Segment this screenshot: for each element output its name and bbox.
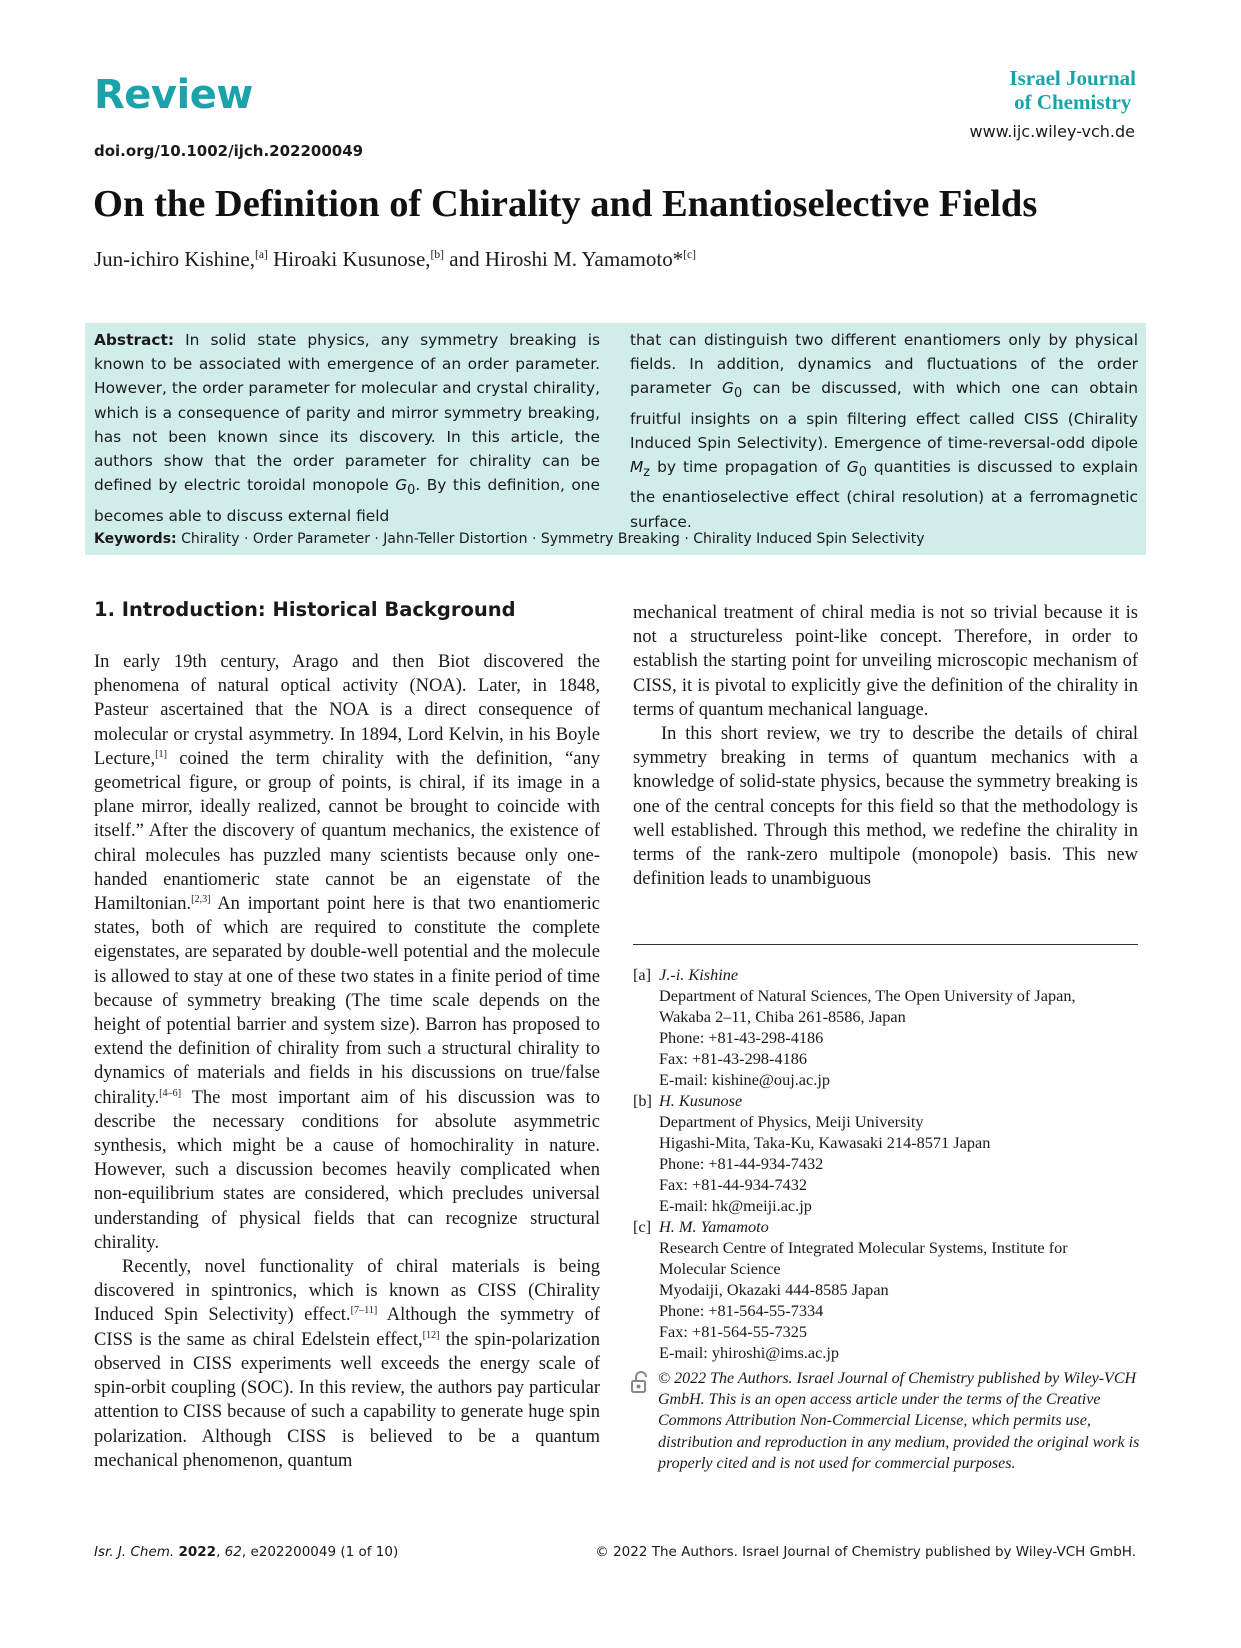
affiliation-author: H. M. Yamamoto [659, 1217, 769, 1236]
abstract-text: In solid state physics, any symmetry breaking is known to be associated with emergence of an order parameter. However, the order parameter for molecular and crystal chirality, which is a consequence of parity and mirror symmetry breaking, has not been known since its discovery. In this article, the authors show that the order parameter for chirality can be defined by electric toroidal monopole [94, 331, 600, 495]
abstract-right-column [630, 328, 1138, 534]
paragraph: In this short review, we try to describe the details of chiral symmetry breaking in terms of quantum mechanics with a knowledge of solid-state physics, because the symmetry breaking is one of the central concepts for this field so that the methodology is well established. Through this method, we redefine the chirality in terms of the rank-zero multipole (monopole) basis. This new definition leads to unambiguous [633, 724, 1138, 890]
affiliation-entry [633, 1216, 1143, 1363]
affiliation-line: Molecular Science [659, 1259, 781, 1278]
affiliation-line: Department of Physics, Meiji University [659, 1112, 924, 1131]
reference-link[interactable]: [1] [155, 748, 167, 760]
footer-citation: Isr. J. Chem. 2022, 62, e202200049 (1 of 10) [94, 1544, 399, 1560]
body-text: An important point here is that two enantiomeric states, both of which are required to constitute the complete eigenstates, are separated by double-well potential and the molecule is allowed to stay at one of these two states in a finite period of time because of symmetry breaking (The time scale depends on the height of potential barrier and system size). Barron has proposed to extend the definition of chirality from such a structural chirality to dynamics of materials and fields in his discussions on true/false chirality. [94, 894, 600, 1108]
body-text: the spin-polarization observed in CISS experiments well exceeds the energy scale of spin-orbit coupling (SOC). In this review, the authors pay particular attention to CISS because of such a capability to generate huge spin polarization. Although CISS is believed to be a quantum mechanical phenomenon, quantum [94, 1329, 600, 1471]
affiliation-line: Fax: +81-43-298-4186 [659, 1049, 808, 1068]
affiliations [633, 964, 1143, 1363]
affiliation-email[interactable]: E-mail: hk@meiji.ac.jp [659, 1196, 812, 1215]
body-text: coined the term chirality with the definition, “any geometrical figure, or group of points, is chiral, if its image in a plane mirror, ideally realized, cannot be brought to coincide with itself.” After the discovery of quantum mechanics, the existence of chiral molecules has puzzled many scientists because only one-handed enantiomeric state cannot be an eigenstate of the Hamiltonian. [94, 748, 600, 915]
journal-name-line2: of Chemistry [1014, 90, 1132, 114]
body-text: In early 19th century, Arago and then Biot discovered the phenomena of natural optical activity (NOA). Later, in 1848, Pasteur ascertained that the NOA is a direct consequence of molecular or crystal asymmetry. In 1894, Lord Kelvin, in his Boyle Lecture, [94, 652, 600, 769]
reference-link[interactable]: [4–6] [159, 1087, 182, 1099]
affiliation-line: Phone: +81-564-55-7334 [659, 1301, 824, 1320]
symbol-g: G [722, 379, 734, 398]
symbol-sub: z [643, 465, 651, 481]
affiliation-author: H. Kusunose [659, 1091, 743, 1110]
reference-link[interactable]: [7–11] [350, 1305, 378, 1317]
keywords-list: Chirality · Order Parameter · Jahn-Teller Distortion · Symmetry Breaking · Chirality Induced Spin Selectivity [181, 531, 925, 547]
author-name: Hiroaki Kusunose, [273, 247, 431, 271]
affiliation-entry [633, 964, 1143, 1090]
footer-article-id: , e202200049 (1 of 10) [241, 1544, 399, 1560]
author-name: and Hiroshi M. Yamamoto* [449, 247, 684, 271]
body-right-column [633, 601, 1138, 891]
abstract-text: quantities is discussed to explain the enantioselective effect (chiral resolution) at a ferromagnetic surface. [630, 458, 1138, 531]
affiliation-line: Myodaiji, Okazaki 444-8585 Japan [659, 1280, 889, 1299]
symbol-sub: 0 [407, 483, 416, 499]
abstract-label: Abstract: [94, 331, 175, 349]
affiliation-line: Department of Natural Sciences, The Open University of Japan, [659, 986, 1076, 1005]
keywords-label: Keywords: [94, 531, 177, 547]
affiliation-mark[interactable]: [c] [683, 249, 697, 261]
affiliation-email[interactable]: E-mail: yhiroshi@ims.ac.jp [659, 1343, 840, 1362]
abstract-box [85, 323, 1146, 555]
footer-journal-abbr: Isr. J. Chem. [94, 1544, 175, 1560]
abstract-text: can be discussed, with which one can obtain fruitful insights on a spin filtering effect called CISS (Chirality Induced Spin Selectivity). Emergence of time-reversal-odd dipole [630, 379, 1138, 452]
affiliation-tag: [c] [633, 1217, 652, 1236]
footer-year: 2022 [178, 1544, 217, 1560]
author-name: Jun-ichiro Kishine, [94, 247, 255, 271]
body-text: Recently, novel functionality of chiral materials is being discovered in spintronics, which is known as CISS (Chirality Induced Spin Selectivity) effect. [94, 1257, 600, 1326]
affiliation-line: Wakaba 2–11, Chiba 261-8586, Japan [659, 1007, 906, 1026]
journal-logo [1009, 66, 1136, 114]
symbol-m: M [630, 458, 644, 477]
license-text: © 2022 The Authors. Israel Journal of Chemistry published by Wiley-VCH GmbH. This is an open access article under the terms of the Creative Commons Attribution Non-Commercial License, which permits use, distribution and reproduction in any medium, provided the original work is properly cited and is not used for commercial purposes. [658, 1370, 1140, 1472]
article-title: On the Definition of Chirality and Enantioselective Fields [93, 183, 1038, 225]
affiliation-mark[interactable]: [b] [430, 249, 445, 261]
abstract-left-column [94, 328, 600, 528]
body-left-column [94, 650, 600, 1473]
paragraph [94, 650, 600, 1255]
abstract-text: by time propagation of [657, 458, 840, 477]
author-list [94, 247, 696, 272]
open-access-lock-icon [631, 1371, 649, 1393]
abstract-text: . By this definition, one becomes able to discuss external field [94, 476, 600, 525]
symbol-sub: 0 [733, 386, 743, 402]
paragraph: mechanical treatment of chiral media is not so trivial because it is not a structureless point-like concept. Therefore, in order to establish the starting point for unveiling microscopic mechanism of CISS, it is pivotal to explicitly give the definition of the chirality in terms of quantum mechanical language. [633, 603, 1138, 720]
affiliation-line: Fax: +81-44-934-7432 [659, 1175, 808, 1194]
abstract-text: that can distinguish two different enantiomers only by physical fields. In addition, dynamics and fluctuations of the order parameter [630, 331, 1138, 398]
footer-volume: 62 [224, 1544, 242, 1560]
footnote-divider [633, 944, 1138, 945]
affiliation-tag: [b] [633, 1091, 652, 1110]
section-heading: 1. Introduction: Historical Background [94, 598, 516, 621]
journal-website-link[interactable]: www.ijc.wiley-vch.de [969, 122, 1135, 141]
body-text: Although the symmetry of CISS is the same as chiral Edelstein effect, [94, 1305, 600, 1350]
paragraph [94, 1255, 600, 1473]
symbol-sub: 0 [858, 465, 867, 481]
affiliation-line: Research Centre of Integrated Molecular Systems, Institute for [659, 1238, 1068, 1257]
keywords [94, 531, 925, 547]
affiliation-line: Higashi-Mita, Taka-Ku, Kawasaki 214-8571 Japan [659, 1133, 991, 1152]
body-text: The most important aim of his discussion was to describe the necessary conditions for absolute asymmetric synthesis, which might be a cause of homochirality in nature. However, such a discussion becomes heavily complicated when non-equilibrium states are considered, which precludes universal understanding of physical fields that can recognize structural chirality. [94, 1087, 600, 1253]
symbol-g: G [395, 476, 408, 495]
doi-link[interactable]: doi.org/10.1002/ijch.202200049 [94, 142, 364, 160]
affiliation-entry [633, 1090, 1143, 1216]
footer-copyright: © 2022 The Authors. Israel Journal of Chemistry published by Wiley-VCH GmbH. [595, 1544, 1136, 1560]
affiliation-line: Phone: +81-44-934-7432 [659, 1154, 824, 1173]
affiliation-line: Phone: +81-43-298-4186 [659, 1028, 824, 1047]
section-label: Review [94, 72, 253, 118]
affiliation-author: J.-i. Kishine [659, 965, 739, 984]
affiliation-mark[interactable]: [a] [254, 249, 268, 261]
affiliation-line: Fax: +81-564-55-7325 [659, 1322, 808, 1341]
reference-link[interactable]: [2,3] [191, 893, 211, 905]
journal-name-line1: Israel Journal [1009, 66, 1136, 90]
affiliation-tag: [a] [633, 965, 652, 984]
affiliation-email[interactable]: E-mail: kishine@ouj.ac.jp [659, 1070, 830, 1089]
reference-link[interactable]: [12] [422, 1329, 440, 1341]
symbol-g: G [846, 458, 859, 477]
